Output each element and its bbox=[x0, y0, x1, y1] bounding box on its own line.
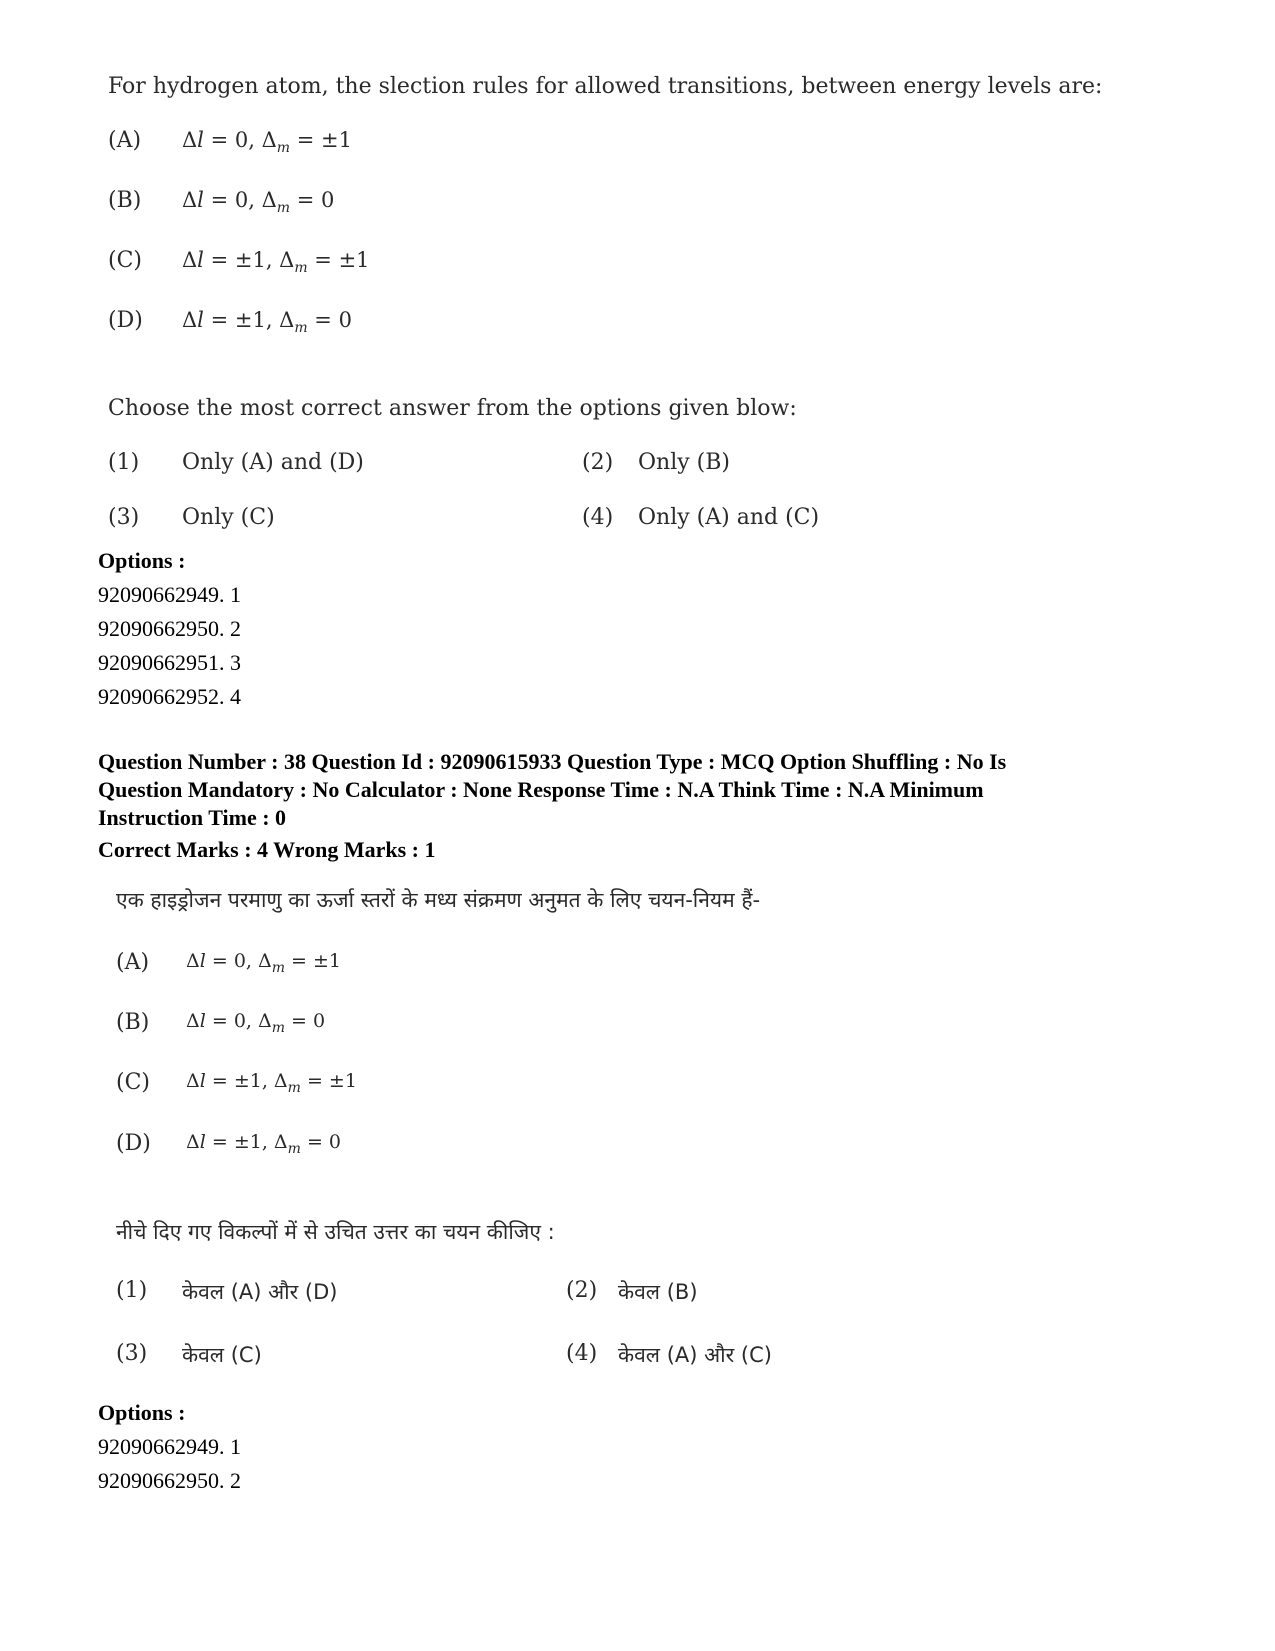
statement-label: (D) bbox=[108, 308, 143, 333]
statement-equation: Δl = 0, $\Delta_m = 0$ bbox=[186, 1010, 326, 1036]
choice-4: (4) केवल (A) और (C) bbox=[566, 1341, 772, 1367]
statement-label: (A) bbox=[116, 950, 150, 975]
statement-equation: Δl = ±1, $\Delta_m = \pm 1$ bbox=[186, 1070, 357, 1096]
option-item: 92090662951. 3 bbox=[98, 650, 241, 675]
meta-line: Question Number : 38 Question Id : 92090615933 Question Type : MCQ Option Shuffling : No Is bbox=[98, 749, 1007, 774]
statement-equation: Δl = 0, $\Delta_m = 0$ bbox=[182, 188, 335, 217]
marks-line: Correct Marks : 4 Wrong Marks : 1 bbox=[98, 837, 436, 862]
meta-line: Question Mandatory : No Calculator : None Response Time : N.A Think Time : N.A Minimum bbox=[98, 777, 984, 802]
statement-label: (B) bbox=[116, 1010, 150, 1035]
question-38-options bbox=[98, 1396, 241, 1498]
choice-1: (1) Only (A) and (D) bbox=[108, 450, 364, 475]
statement-d bbox=[108, 308, 508, 338]
statement-c bbox=[116, 1070, 516, 1100]
choice-1: (1) केवल (A) और (D) bbox=[116, 1278, 338, 1304]
statement-a bbox=[116, 950, 516, 980]
choice-3: (3) केवल (C) bbox=[116, 1341, 262, 1367]
choice-3: (3) Only (C) bbox=[108, 505, 275, 530]
options-heading: Options : bbox=[98, 1400, 186, 1425]
statement-c bbox=[108, 248, 508, 278]
option-item: 92090662952. 4 bbox=[98, 684, 241, 709]
question-38-meta bbox=[98, 748, 1198, 864]
statement-equation: Δl = ±1, $\Delta_m = \pm 1$ bbox=[182, 248, 370, 277]
choose-prompt: Choose the most correct answer from the options given blow: bbox=[108, 396, 797, 421]
option-item: 92090662950. 2 bbox=[98, 616, 241, 641]
options-heading: Options : bbox=[98, 548, 186, 573]
statement-label: (C) bbox=[116, 1070, 150, 1095]
choose-prompt: नीचे दिए गए विकल्पों में से उचित उत्तर का चयन कीजिए : bbox=[116, 1220, 555, 1244]
statement-a bbox=[108, 128, 508, 158]
statement-label: (A) bbox=[108, 128, 142, 153]
option-item: 92090662949. 1 bbox=[98, 582, 241, 607]
question-38-stem: एक हाइड्रोजन परमाणु का ऊर्जा स्तरों के मध्य संक्रमण अनुमत के लिए चयन-नियम हैं- bbox=[116, 888, 761, 912]
question-37-stem: For hydrogen atom, the slection rules for allowed transitions, between energy levels are: bbox=[108, 74, 1103, 99]
statement-b bbox=[116, 1010, 516, 1040]
question-37-options bbox=[98, 544, 241, 714]
statement-label: (B) bbox=[108, 188, 142, 213]
statement-equation: Δl = ±1, $\Delta_m = 0$ bbox=[186, 1131, 342, 1157]
statement-b bbox=[108, 188, 508, 218]
option-item: 92090662949. 1 bbox=[98, 1434, 241, 1459]
meta-line: Instruction Time : 0 bbox=[98, 805, 287, 830]
statement-equation: Δl = 0, $\Delta_m = \pm 1$ bbox=[182, 128, 352, 157]
statement-label: (C) bbox=[108, 248, 142, 273]
statement-d bbox=[116, 1131, 516, 1161]
statement-equation: Δl = ±1, $\Delta_m = 0$ bbox=[182, 308, 352, 337]
choice-2: (2) केवल (B) bbox=[566, 1278, 698, 1304]
choice-2: (2) Only (B) bbox=[582, 450, 730, 475]
statement-label: (D) bbox=[116, 1131, 151, 1156]
option-item: 92090662950. 2 bbox=[98, 1468, 241, 1493]
choice-4: (4) Only (A) and (C) bbox=[582, 505, 820, 530]
statement-equation: Δl = 0, $\Delta_m = \pm 1$ bbox=[186, 950, 342, 976]
